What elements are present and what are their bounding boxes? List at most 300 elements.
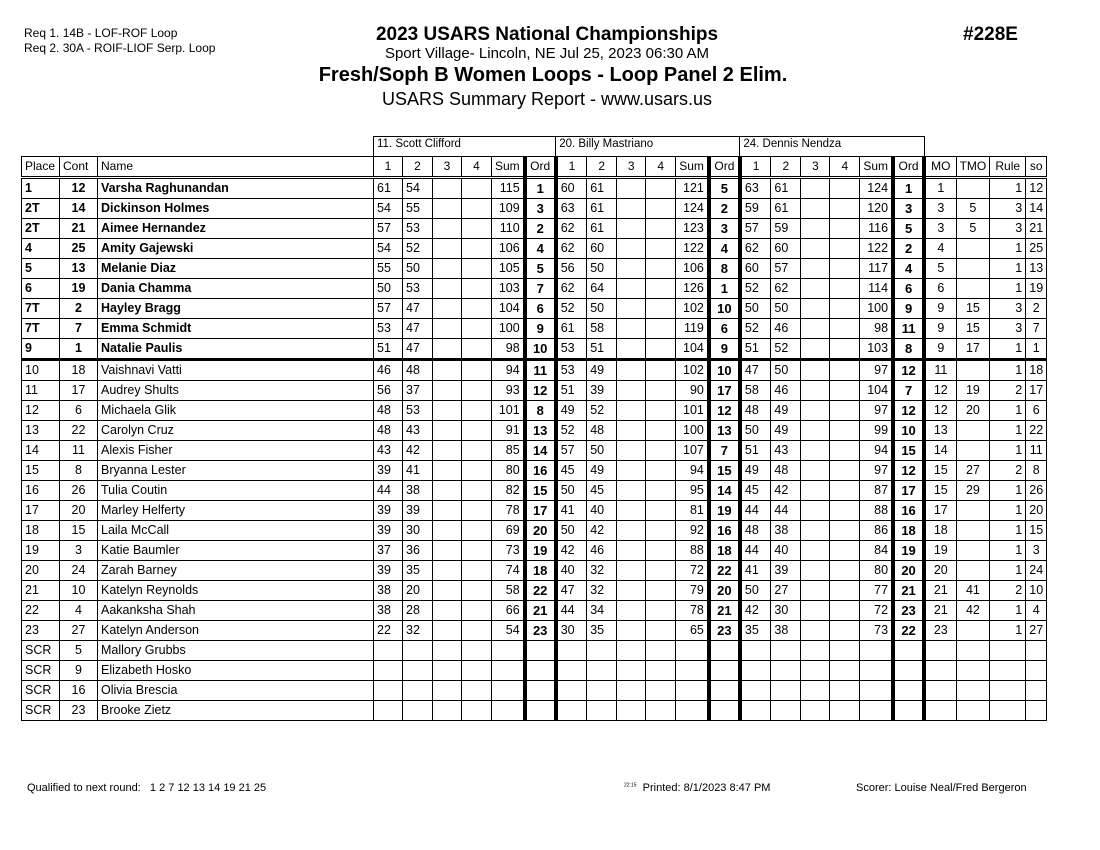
j2-score-1: 45 <box>556 461 587 481</box>
skater-name-cell: Olivia Brescia <box>98 681 374 701</box>
rule-cell: 1 <box>990 601 1026 621</box>
table-row <box>22 299 1047 319</box>
rule-cell: 1 <box>990 501 1026 521</box>
j3-score-3 <box>801 701 830 721</box>
j1-score-4 <box>462 339 492 360</box>
j2-ordinal: 3 <box>709 219 740 239</box>
j3-score-4 <box>830 581 860 601</box>
j1-score-3 <box>433 219 462 239</box>
place-cell: 5 <box>22 259 60 279</box>
j2-score-4 <box>646 178 676 199</box>
so-cell: 27 <box>1026 621 1047 641</box>
j2-score-1 <box>556 701 587 721</box>
mo-cell: 13 <box>924 421 956 441</box>
j1-score-3 <box>433 259 462 279</box>
j2-score-1: 50 <box>556 521 587 541</box>
contestant-number-cell: 8 <box>60 461 98 481</box>
j2-score-4 <box>646 360 676 381</box>
j2-ordinal: 5 <box>709 178 740 199</box>
j2-score-1: 40 <box>556 561 587 581</box>
j3-score-2: 62 <box>771 279 801 299</box>
j2-score-1: 51 <box>556 381 587 401</box>
j2-score-4 <box>646 319 676 339</box>
j2-sum: 72 <box>676 561 709 581</box>
j1-ordinal: 4 <box>525 239 556 259</box>
header-j1-1: 1 <box>374 157 403 178</box>
j3-score-4 <box>830 299 860 319</box>
mo-cell: 23 <box>924 621 956 641</box>
j2-score-3 <box>617 501 646 521</box>
j2-score-3 <box>617 199 646 219</box>
j3-score-3 <box>801 239 830 259</box>
j3-score-2: 48 <box>771 461 801 481</box>
j3-score-1: 42 <box>740 601 771 621</box>
j2-score-2: 50 <box>587 259 617 279</box>
skater-name-cell: Mallory Grubbs <box>98 641 374 661</box>
j2-score-2: 61 <box>587 199 617 219</box>
j1-sum: 66 <box>492 601 525 621</box>
j1-score-2: 32 <box>403 621 433 641</box>
j1-score-4 <box>462 219 492 239</box>
tmo-cell <box>956 701 990 721</box>
j2-score-3 <box>617 581 646 601</box>
j2-score-1: 50 <box>556 481 587 501</box>
j1-score-2: 48 <box>403 360 433 381</box>
skater-name-cell: Katelyn Anderson <box>98 621 374 641</box>
j2-ordinal: 18 <box>709 541 740 561</box>
j2-ordinal <box>709 641 740 661</box>
j1-ordinal <box>525 701 556 721</box>
j1-score-2: 50 <box>403 259 433 279</box>
j1-score-4 <box>462 401 492 421</box>
tmo-cell <box>956 178 990 199</box>
j2-score-2: 35 <box>587 621 617 641</box>
j1-ordinal: 6 <box>525 299 556 319</box>
j2-ordinal: 19 <box>709 501 740 521</box>
j1-score-1: 39 <box>374 561 403 581</box>
j1-ordinal: 5 <box>525 259 556 279</box>
j1-score-2: 55 <box>403 199 433 219</box>
j3-ordinal: 12 <box>893 401 924 421</box>
j2-ordinal: 23 <box>709 621 740 641</box>
j1-score-3 <box>433 279 462 299</box>
j3-score-1: 51 <box>740 339 771 360</box>
so-cell <box>1026 641 1047 661</box>
j1-score-2: 53 <box>403 401 433 421</box>
j2-ordinal <box>709 701 740 721</box>
j2-score-1: 61 <box>556 319 587 339</box>
j3-score-2 <box>771 681 801 701</box>
mo-cell: 21 <box>924 581 956 601</box>
tmo-cell <box>956 441 990 461</box>
j2-score-4 <box>646 581 676 601</box>
j3-score-2: 50 <box>771 299 801 319</box>
j3-score-4 <box>830 339 860 360</box>
contestant-number-cell: 4 <box>60 601 98 621</box>
so-cell: 6 <box>1026 401 1047 421</box>
j1-score-1: 38 <box>374 601 403 621</box>
j2-score-1: 41 <box>556 501 587 521</box>
j2-score-2: 61 <box>587 178 617 199</box>
j1-score-3 <box>433 381 462 401</box>
place-cell: 21 <box>22 581 60 601</box>
place-cell: 11 <box>22 381 60 401</box>
tmo-cell: 20 <box>956 401 990 421</box>
j2-score-1 <box>556 681 587 701</box>
contestant-number-cell: 19 <box>60 279 98 299</box>
contestant-number-cell: 21 <box>60 219 98 239</box>
j2-sum: 122 <box>676 239 709 259</box>
j1-ordinal: 19 <box>525 541 556 561</box>
j2-score-4 <box>646 239 676 259</box>
so-cell: 26 <box>1026 481 1047 501</box>
tmo-cell: 5 <box>956 219 990 239</box>
skater-name-cell: Marley Helferty <box>98 501 374 521</box>
j2-score-1: 63 <box>556 199 587 219</box>
j2-ordinal: 4 <box>709 239 740 259</box>
j3-score-1: 52 <box>740 319 771 339</box>
j3-score-4 <box>830 401 860 421</box>
j1-score-4 <box>462 199 492 219</box>
table-row <box>22 601 1047 621</box>
j2-score-3 <box>617 339 646 360</box>
judges-row <box>22 137 1047 157</box>
j1-ordinal: 17 <box>525 501 556 521</box>
j1-ordinal <box>525 681 556 701</box>
j1-ordinal: 16 <box>525 461 556 481</box>
j1-score-3 <box>433 299 462 319</box>
j2-score-4 <box>646 661 676 681</box>
j1-score-4 <box>462 178 492 199</box>
rule-cell <box>990 661 1026 681</box>
j3-score-3 <box>801 381 830 401</box>
j2-score-4 <box>646 441 676 461</box>
contestant-number-cell: 25 <box>60 239 98 259</box>
j2-sum: 100 <box>676 421 709 441</box>
rule-cell: 1 <box>990 441 1026 461</box>
j1-sum: 94 <box>492 360 525 381</box>
mo-cell: 12 <box>924 381 956 401</box>
j3-score-3 <box>801 461 830 481</box>
j3-sum: 77 <box>860 581 893 601</box>
j1-score-3 <box>433 401 462 421</box>
j3-sum: 72 <box>860 601 893 621</box>
j1-score-1: 57 <box>374 299 403 319</box>
contestant-number-cell: 11 <box>60 441 98 461</box>
contestant-number-cell: 12 <box>60 178 98 199</box>
tmo-cell: 17 <box>956 339 990 360</box>
j2-score-1: 60 <box>556 178 587 199</box>
j3-score-2: 52 <box>771 339 801 360</box>
mo-cell: 17 <box>924 501 956 521</box>
j3-score-1: 52 <box>740 279 771 299</box>
rule-cell: 1 <box>990 541 1026 561</box>
header-so: so <box>1026 157 1047 178</box>
so-cell: 24 <box>1026 561 1047 581</box>
table-row <box>22 581 1047 601</box>
rule-cell: 3 <box>990 299 1026 319</box>
j3-ordinal: 23 <box>893 601 924 621</box>
j3-score-4 <box>830 621 860 641</box>
header-j1-4: 4 <box>462 157 492 178</box>
j1-ordinal: 13 <box>525 421 556 441</box>
j3-score-1: 57 <box>740 219 771 239</box>
j3-score-1: 50 <box>740 421 771 441</box>
j1-ordinal: 3 <box>525 199 556 219</box>
j2-score-3 <box>617 279 646 299</box>
j1-score-1: 51 <box>374 339 403 360</box>
j3-score-1 <box>740 661 771 681</box>
tmo-cell: 15 <box>956 319 990 339</box>
rule-cell <box>990 701 1026 721</box>
j2-score-1: 30 <box>556 621 587 641</box>
j2-score-3 <box>617 219 646 239</box>
j2-sum: 78 <box>676 601 709 621</box>
table-row <box>22 541 1047 561</box>
j3-ordinal: 16 <box>893 501 924 521</box>
table-row <box>22 360 1047 381</box>
j2-score-4 <box>646 701 676 721</box>
skater-name-cell: Carolyn Cruz <box>98 421 374 441</box>
place-cell: 14 <box>22 441 60 461</box>
j3-sum: 104 <box>860 381 893 401</box>
header-tmo: TMO <box>956 157 990 178</box>
header-rule: Rule <box>990 157 1026 178</box>
place-cell: 10 <box>22 360 60 381</box>
so-cell: 8 <box>1026 461 1047 481</box>
j1-score-3 <box>433 441 462 461</box>
j1-score-4 <box>462 541 492 561</box>
j2-score-4 <box>646 299 676 319</box>
j2-ordinal <box>709 661 740 681</box>
j2-score-1: 49 <box>556 401 587 421</box>
skater-name-cell: Alexis Fisher <box>98 441 374 461</box>
j1-score-1: 39 <box>374 521 403 541</box>
j1-score-2: 54 <box>403 178 433 199</box>
j3-score-4 <box>830 199 860 219</box>
venue-date-line: Sport Village- Lincoln, NE Jul 25, 2023 06:30 AM <box>384 45 710 62</box>
j2-score-2: 64 <box>587 279 617 299</box>
table-row <box>22 441 1047 461</box>
j3-ordinal <box>893 681 924 701</box>
j1-ordinal: 11 <box>525 360 556 381</box>
j2-score-2: 40 <box>587 501 617 521</box>
j3-score-2: 39 <box>771 561 801 581</box>
j3-score-2: 61 <box>771 178 801 199</box>
j1-score-2: 37 <box>403 381 433 401</box>
skater-name-cell: Audrey Shults <box>98 381 374 401</box>
j3-score-1: 62 <box>740 239 771 259</box>
j1-score-4 <box>462 360 492 381</box>
contestant-number-cell: 22 <box>60 421 98 441</box>
j3-ordinal: 7 <box>893 381 924 401</box>
j2-score-1: 47 <box>556 581 587 601</box>
j3-score-3 <box>801 481 830 501</box>
j2-ordinal: 2 <box>709 199 740 219</box>
contestant-number-cell: 3 <box>60 541 98 561</box>
so-cell: 3 <box>1026 541 1047 561</box>
contestant-number-cell: 5 <box>60 641 98 661</box>
j2-sum: 101 <box>676 401 709 421</box>
table-row <box>22 661 1047 681</box>
place-cell: SCR <box>22 661 60 681</box>
j3-sum: 97 <box>860 360 893 381</box>
j2-score-3 <box>617 521 646 541</box>
mo-cell: 14 <box>924 441 956 461</box>
tmo-cell <box>956 421 990 441</box>
j2-score-1: 62 <box>556 219 587 239</box>
tmo-cell <box>956 259 990 279</box>
j2-score-4 <box>646 641 676 661</box>
j3-score-3 <box>801 279 830 299</box>
table-row <box>22 681 1047 701</box>
j2-ordinal: 9 <box>709 339 740 360</box>
event-number: #228E <box>963 24 1018 45</box>
j1-sum: 74 <box>492 561 525 581</box>
j1-sum <box>492 701 525 721</box>
rule-cell: 3 <box>990 219 1026 239</box>
j3-score-2: 46 <box>771 319 801 339</box>
j3-score-2: 38 <box>771 621 801 641</box>
header-j2-sum: Sum <box>676 157 709 178</box>
j1-sum: 69 <box>492 521 525 541</box>
j3-sum: 114 <box>860 279 893 299</box>
skater-name-cell: Bryanna Lester <box>98 461 374 481</box>
j2-ordinal <box>709 681 740 701</box>
table-row <box>22 521 1047 541</box>
so-cell: 19 <box>1026 279 1047 299</box>
j3-ordinal: 4 <box>893 259 924 279</box>
tmo-cell: 15 <box>956 299 990 319</box>
rule-cell: 1 <box>990 401 1026 421</box>
j2-score-2: 50 <box>587 441 617 461</box>
skater-name-cell: Aakanksha Shah <box>98 601 374 621</box>
j3-score-2: 40 <box>771 541 801 561</box>
j3-ordinal: 6 <box>893 279 924 299</box>
table-row <box>22 219 1047 239</box>
place-cell: 2T <box>22 199 60 219</box>
so-cell <box>1026 701 1047 721</box>
j1-sum <box>492 661 525 681</box>
j3-score-3 <box>801 441 830 461</box>
j1-score-1: 54 <box>374 199 403 219</box>
j2-sum: 123 <box>676 219 709 239</box>
j2-sum: 106 <box>676 259 709 279</box>
j3-score-3 <box>801 339 830 360</box>
j1-score-2: 30 <box>403 521 433 541</box>
j3-ordinal: 3 <box>893 199 924 219</box>
rule-cell: 2 <box>990 581 1026 601</box>
j2-score-2: 61 <box>587 219 617 239</box>
tmo-cell <box>956 621 990 641</box>
j2-ordinal: 17 <box>709 381 740 401</box>
contestant-number-cell: 13 <box>60 259 98 279</box>
j1-score-3 <box>433 701 462 721</box>
j3-ordinal <box>893 701 924 721</box>
j3-score-1: 50 <box>740 581 771 601</box>
j2-sum: 88 <box>676 541 709 561</box>
j3-score-2: 59 <box>771 219 801 239</box>
j1-score-2 <box>403 681 433 701</box>
j1-sum <box>492 641 525 661</box>
rule-cell: 1 <box>990 621 1026 641</box>
contestant-number-cell: 6 <box>60 401 98 421</box>
contestant-number-cell: 20 <box>60 501 98 521</box>
j2-ordinal: 14 <box>709 481 740 501</box>
j2-score-1: 53 <box>556 339 587 360</box>
j2-score-1: 42 <box>556 541 587 561</box>
j1-score-4 <box>462 279 492 299</box>
j1-score-3 <box>433 601 462 621</box>
tmo-cell <box>956 501 990 521</box>
table-row <box>22 641 1047 661</box>
j1-sum: 115 <box>492 178 525 199</box>
j1-score-4 <box>462 299 492 319</box>
j2-ordinal: 13 <box>709 421 740 441</box>
header-j2-2: 2 <box>587 157 617 178</box>
mo-cell <box>924 641 956 661</box>
j2-sum: 79 <box>676 581 709 601</box>
j1-score-4 <box>462 421 492 441</box>
tmo-cell: 42 <box>956 601 990 621</box>
championship-title: 2023 USARS National Championships <box>375 24 719 45</box>
j1-sum: 109 <box>492 199 525 219</box>
j2-score-3 <box>617 441 646 461</box>
j2-score-4 <box>646 521 676 541</box>
j1-score-1 <box>374 641 403 661</box>
j1-sum: 103 <box>492 279 525 299</box>
j1-score-1: 56 <box>374 381 403 401</box>
contestant-number-cell: 15 <box>60 521 98 541</box>
j3-score-2: 50 <box>771 360 801 381</box>
j3-score-1 <box>740 701 771 721</box>
tmo-cell: 29 <box>956 481 990 501</box>
j1-score-1: 46 <box>374 360 403 381</box>
j1-ordinal: 22 <box>525 581 556 601</box>
so-cell <box>1026 681 1047 701</box>
j2-score-2: 32 <box>587 561 617 581</box>
place-cell: SCR <box>22 641 60 661</box>
j2-ordinal: 21 <box>709 601 740 621</box>
j2-score-2: 60 <box>587 239 617 259</box>
j3-score-1: 63 <box>740 178 771 199</box>
so-cell: 2 <box>1026 299 1047 319</box>
j3-ordinal <box>893 661 924 681</box>
j1-score-3 <box>433 661 462 681</box>
rule-cell: 1 <box>990 421 1026 441</box>
place-cell: 7T <box>22 319 60 339</box>
j1-score-3 <box>433 421 462 441</box>
j3-score-4 <box>830 701 860 721</box>
j3-score-3 <box>801 259 830 279</box>
rule-cell: 2 <box>990 461 1026 481</box>
j2-score-4 <box>646 681 676 701</box>
j3-score-4 <box>830 178 860 199</box>
j2-score-2: 49 <box>587 461 617 481</box>
header-cont: Cont <box>60 157 98 178</box>
j3-ordinal: 19 <box>893 541 924 561</box>
j3-sum: 80 <box>860 561 893 581</box>
j2-score-2: 50 <box>587 299 617 319</box>
j2-sum <box>676 641 709 661</box>
contestant-number-cell: 16 <box>60 681 98 701</box>
j1-score-2: 39 <box>403 501 433 521</box>
j3-ordinal: 9 <box>893 299 924 319</box>
j3-score-2 <box>771 701 801 721</box>
j2-score-4 <box>646 541 676 561</box>
requirement-2: Req 2. 30A - ROIF-LIOF Serp. Loop <box>24 41 216 55</box>
j3-score-3 <box>801 681 830 701</box>
